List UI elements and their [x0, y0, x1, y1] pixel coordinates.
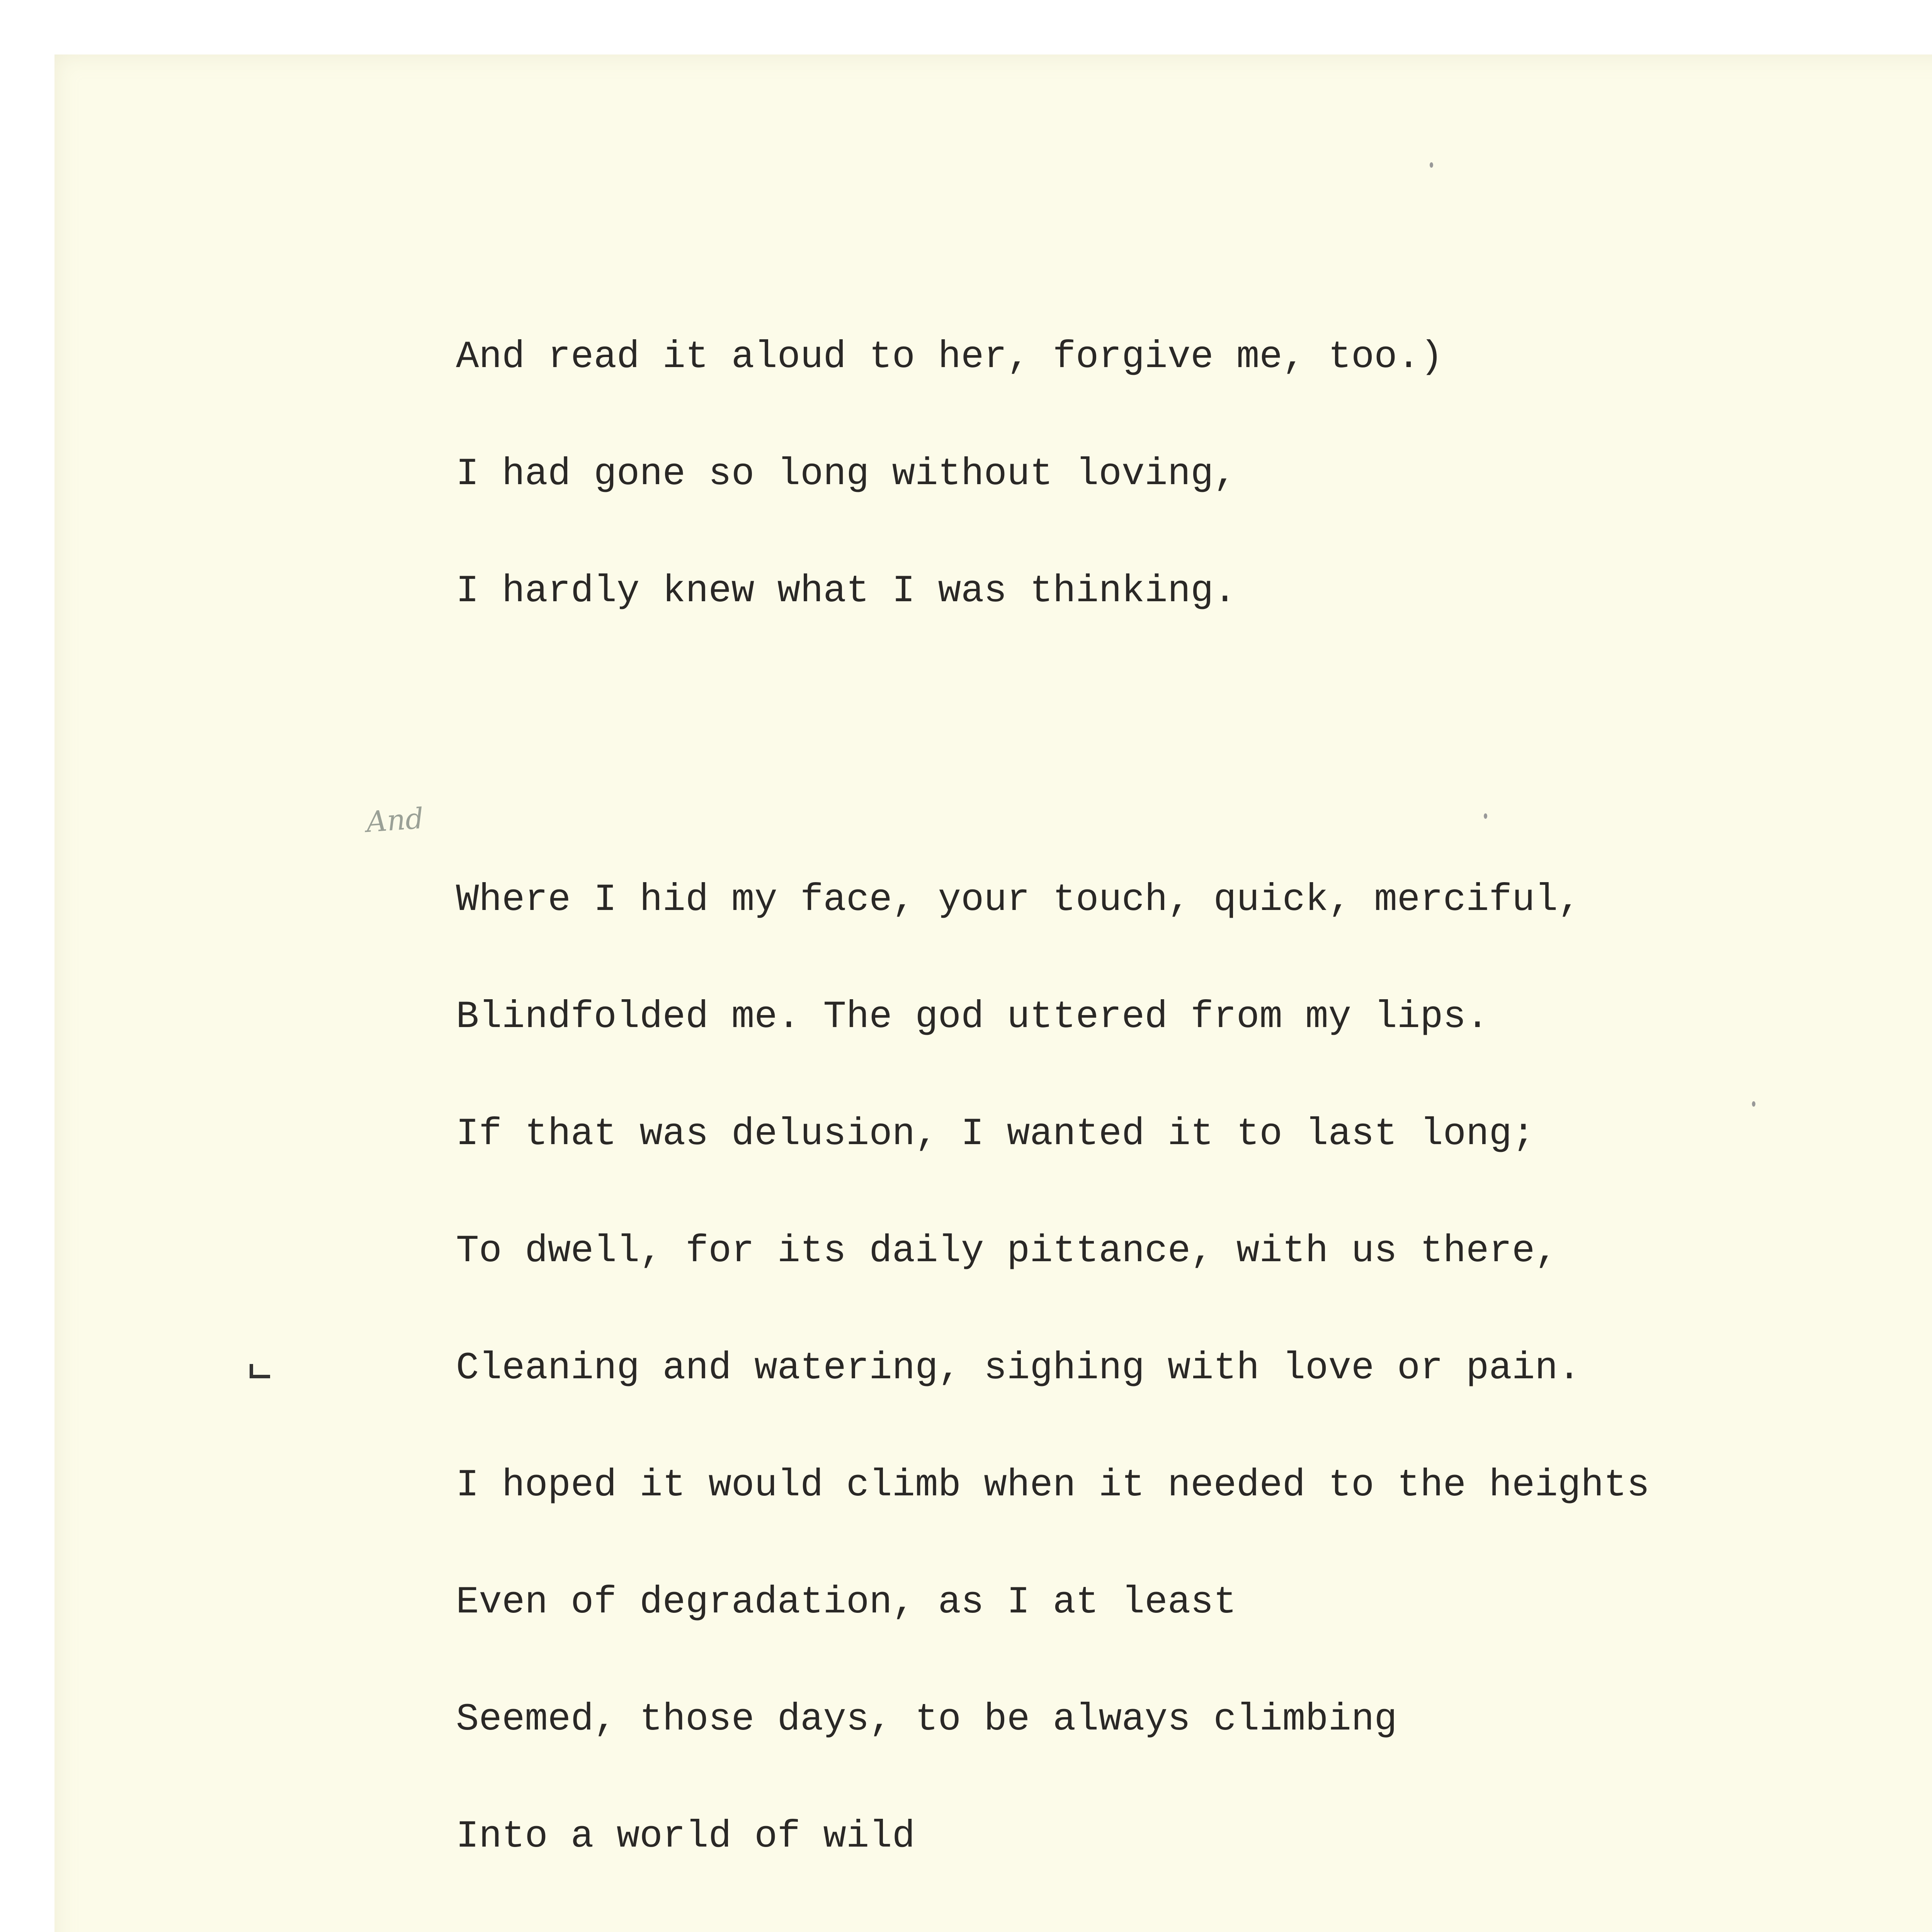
stanza-1	[456, 260, 1650, 689]
poem-line: Into a world of wild	[456, 1815, 915, 1858]
poem-line: Blindfolded me. The god uttered from my lips.	[456, 995, 1489, 1039]
poem-line: Where I hid my face, your touch, quick, merciful,	[456, 878, 1581, 922]
poem-line: Seemed, those days, to be always climbing	[456, 1698, 1397, 1741]
typed-poem	[456, 182, 1650, 1932]
poem-line: And read it aloud to her, forgive me, too.)	[456, 335, 1443, 379]
paper-speck	[1430, 162, 1433, 168]
poem-line: Cleaning and watering, sighing with love or pain.	[456, 1347, 1581, 1390]
poem-line: I hardly knew what I was thinking.	[456, 570, 1236, 613]
paper-speck	[1752, 1101, 1755, 1107]
poem-line: I had gone so long without loving,	[456, 452, 1236, 496]
poem-line: If that was delusion, I wanted it to last long;	[456, 1112, 1535, 1156]
margin-tick-mark	[250, 1364, 270, 1378]
poem-line: I hoped it would climb when it needed to the heights	[456, 1464, 1650, 1507]
poem-line: To dwell, for its daily pittance, with us there,	[456, 1230, 1558, 1273]
poem-line: Even of degradation, as I at least	[456, 1581, 1236, 1624]
stanza-2	[456, 803, 1650, 1932]
pencil-annotation: And	[365, 801, 425, 839]
paper-speck	[1484, 813, 1487, 819]
